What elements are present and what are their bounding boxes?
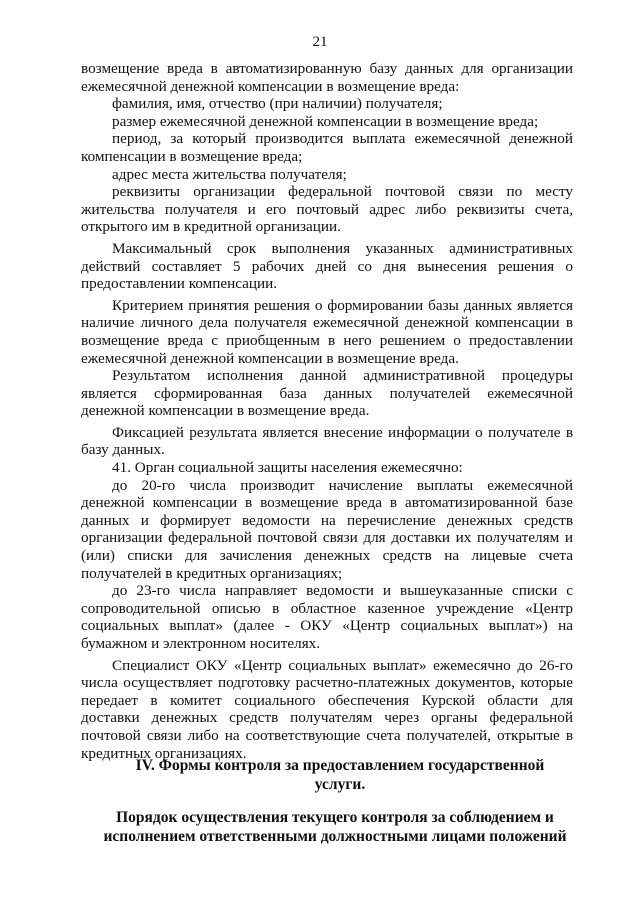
paragraph: Критерием принятия решения о формировании базы данных является наличие личного дела получателя ежемесячной денежной компенсации в возмещение вреда с приобщенным в него решением о предоставлении ежемесячной денежной компенсации в возмещение вреда. [81, 296, 573, 367]
paragraph: возмещение вреда в автоматизированную базу данных для организации ежемесячной денежной компенсации в возмещение вреда: [81, 60, 573, 95]
paragraph: адрес места жительства получателя; [112, 165, 347, 183]
paragraph: реквизиты организации федеральной почтовой связи по месту жительства получателя и его почтовый адрес либо реквизиты счета, открытого им в кредитной организации. [81, 183, 573, 236]
paragraph: 41. Орган социальной защиты населения ежемесячно: [112, 459, 463, 477]
paragraph: Результатом исполнения данной административной процедуры является сформированная база данных получателей ежемесячной денежной компенсации в возмещение вреда. [81, 367, 573, 420]
sub-heading: Порядок осуществления текущего контроля за соблюдением и исполнением ответственными должностными лицами положений [103, 809, 567, 845]
paragraph: до 20-го числа производит начисление выплаты ежемесячной денежной компенсации в возмещение вреда в автоматизированной базе данных и формирует ведомости на перечисление денежных средств организации федеральной почтовой связи для доставки их получателям и (или) списки для зачисления денежных средств на лицевые счета получателей в кредитных организациях; [81, 476, 573, 582]
paragraph: размер ежемесячной денежной компенсации в возмещение вреда; [112, 112, 539, 130]
page-number: 21 [312, 34, 328, 50]
paragraph: фамилия, имя, отчество (при наличии) получателя; [112, 95, 443, 113]
paragraph: до 23-го числа направляет ведомости и вышеуказанные списки с сопроводительной описью в областное казенное учреждение «Центр социальных выплат» (далее - ОКУ «Центр социальных выплат») на бумажном и электронном носителях. [81, 582, 573, 652]
section-heading: IV. Формы контроля за предоставлением государственной услуги. [135, 757, 545, 793]
paragraph: Максимальный срок выполнения указанных административных действий составляет 5 рабочих дней со дня вынесения решения о предоставлении компенсации. [81, 239, 573, 293]
body-text [81, 60, 573, 762]
paragraph: Специалист ОКУ «Центр социальных выплат» ежемесячно до 26-го числа осуществляет подготовку расчетно-платежных документов, которые передает в комитет социального обеспечения Курской области для доставки денежных средств получателям через органы федеральной почтовой связи либо на соответствующие счета получателей, открытые в кредитных организациях. [81, 656, 573, 762]
paragraph: период, за который производится выплата ежемесячной денежной компенсации в возмещение вреда; [81, 130, 573, 165]
paragraph: Фиксацией результата является внесение информации о получателе в базу данных. [81, 423, 573, 459]
